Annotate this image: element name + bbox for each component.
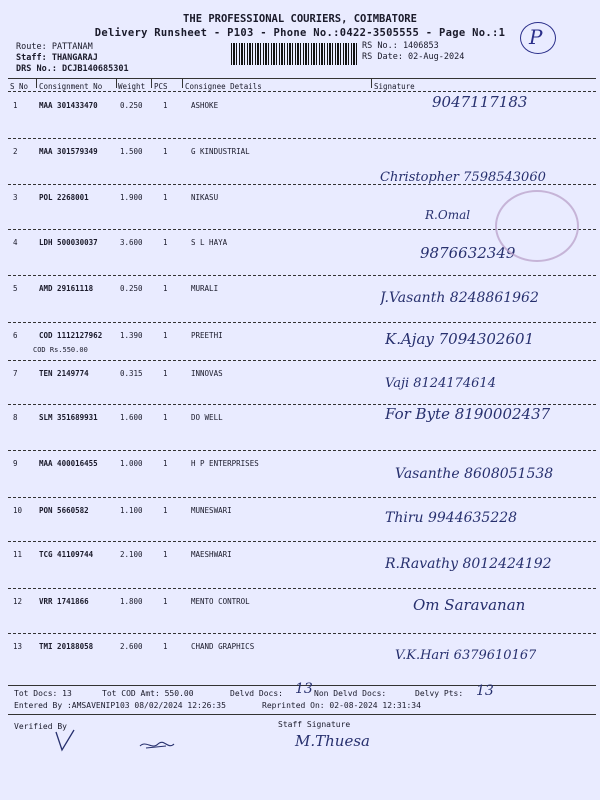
handwritten-signature: R.Omal: [425, 208, 471, 222]
handwritten-signature: Vasanthe 8608051538: [395, 466, 554, 482]
verified-by: Verified By: [14, 722, 67, 731]
route-label: Route: PATTANAM: [16, 42, 93, 52]
cell-consignee: PREETHI: [191, 331, 223, 340]
cell-sno: 1: [13, 101, 18, 110]
handwritten-signature: 9047117183: [432, 93, 528, 111]
cell-weight: 0.315: [120, 369, 143, 378]
staff-label: Staff: THANGARAJ: [16, 53, 98, 63]
cell-weight: 1.800: [120, 597, 143, 606]
cell-sno: 5: [13, 284, 18, 293]
barcode: [231, 43, 357, 65]
handwritten-signature: Thiru 9944635228: [385, 510, 518, 526]
handwritten-signature: Om Saravanan: [413, 596, 526, 614]
cell-consignee: CHAND GRAPHICS: [191, 642, 255, 651]
cell-consignee: NIKASU: [191, 193, 219, 202]
cell-consignee: ASHOKE: [191, 101, 219, 110]
handwritten-signature: For Byte 8190002437: [385, 405, 551, 423]
cell-consignee: S L HAYA: [191, 238, 228, 247]
delvd-docs: Delvd Docs:: [230, 689, 283, 698]
runsheet-subtitle: Delivery Runsheet - P103 - Phone No.:0422-3505555 - Page No.:1: [94, 27, 506, 39]
cell-sno: 13: [13, 642, 23, 651]
cell-consignment: PON 5660582: [39, 506, 89, 515]
verifier-signature: [48, 726, 188, 766]
cell-consignee: MENTO CONTROL: [191, 597, 250, 606]
rs-date: RS Date: 02-Aug-2024: [362, 52, 465, 62]
cell-sno: 3: [13, 193, 18, 202]
cell-pcs: 1: [163, 193, 168, 202]
staff-signature-label: Staff Signature: [278, 720, 351, 729]
cell-sno: 4: [13, 238, 18, 247]
rs-no: RS No.: 1406853: [362, 41, 439, 51]
cell-consignment: TCG 41109744: [39, 550, 94, 559]
cod-note: COD Rs.550.00: [33, 346, 88, 354]
handwritten-signature: Christopher 7598543060: [380, 170, 546, 185]
cell-pcs: 1: [163, 459, 168, 468]
handwritten-signature: K.Ajay 7094302601: [385, 330, 535, 348]
cell-sno: 12: [13, 597, 23, 606]
cell-pcs: 1: [163, 642, 168, 651]
cell-consignment: SLM 351689931: [39, 413, 98, 422]
cell-weight: 2.600: [120, 642, 143, 651]
cell-weight: 0.250: [120, 284, 143, 293]
cell-consignee: INNOVAS: [191, 369, 223, 378]
handwritten-signature: V.K.Hari 6379610167: [395, 648, 537, 663]
tot-docs: Tot Docs: 13: [14, 689, 72, 698]
circled-p-mark: P: [520, 22, 556, 54]
cell-consignment: VRR 1741866: [39, 597, 89, 606]
col-consignment: Consignment No: [39, 82, 103, 91]
cell-weight: 3.600: [120, 238, 143, 247]
drs-label: DRS No.: DCJB140685301: [16, 64, 129, 74]
delvy-pts-hand: 13: [476, 683, 494, 699]
cell-consignee: MURALI: [191, 284, 219, 293]
col-consignee: Consignee Details: [185, 82, 262, 91]
col-signature: Signature: [374, 82, 415, 91]
cell-weight: 1.900: [120, 193, 143, 202]
cell-consignment: MAA 301579349: [39, 147, 98, 156]
cell-consignee: DO WELL: [191, 413, 223, 422]
cell-consignee: MUNESWARI: [191, 506, 232, 515]
cell-consignment: COD 1112127962: [39, 331, 103, 340]
cell-consignment: POL 2268001: [39, 193, 89, 202]
cell-pcs: 1: [163, 331, 168, 340]
cell-sno: 8: [13, 413, 18, 422]
office-stamp: [495, 190, 579, 262]
handwritten-signature: 9876632349: [420, 244, 516, 262]
cell-weight: 1.500: [120, 147, 143, 156]
company-title: THE PROFESSIONAL COURIERS, COIMBATORE: [183, 13, 417, 25]
col-pcs: PCS: [154, 82, 168, 91]
cell-consignment: MAA 301433470: [39, 101, 98, 110]
cell-sno: 11: [13, 550, 23, 559]
cell-pcs: 1: [163, 413, 168, 422]
col-sno: S No: [10, 82, 29, 91]
cell-consignee: G KINDUSTRIAL: [191, 147, 250, 156]
cell-weight: 1.000: [120, 459, 143, 468]
cell-consignment: LDH 500030037: [39, 238, 98, 247]
cell-pcs: 1: [163, 284, 168, 293]
cell-consignment: AMD 29161118: [39, 284, 94, 293]
reprinted-on: Reprinted On: 02-08-2024 12:31:34: [262, 701, 421, 710]
col-weight: Weight: [118, 82, 146, 91]
cell-pcs: 1: [163, 147, 168, 156]
cell-weight: 1.600: [120, 413, 143, 422]
cell-pcs: 1: [163, 550, 168, 559]
cell-pcs: 1: [163, 101, 168, 110]
delvd-docs-hand: 13: [295, 681, 313, 697]
cell-pcs: 1: [163, 238, 168, 247]
cell-consignment: TEN 2149774: [39, 369, 89, 378]
cell-sno: 10: [13, 506, 23, 515]
cell-sno: 9: [13, 459, 18, 468]
non-delvd-docs: Non Delvd Docs:: [314, 689, 387, 698]
cell-consignment: TMI 20188058: [39, 642, 94, 651]
cell-pcs: 1: [163, 506, 168, 515]
cell-sno: 6: [13, 331, 18, 340]
cell-pcs: 1: [163, 369, 168, 378]
cell-weight: 1.100: [120, 506, 143, 515]
tot-cod-amt: Tot COD Amt: 550.00: [102, 689, 194, 698]
cell-consignee: H P ENTERPRISES: [191, 459, 259, 468]
handwritten-signature: J.Vasanth 8248861962: [380, 290, 539, 306]
delvy-pts: Delvy Pts:: [415, 689, 464, 698]
entered-by: Entered By :AMSAVENIP103 08/02/2024 12:26:35: [14, 701, 226, 710]
cell-sno: 2: [13, 147, 18, 156]
staff-signature-hand: M.Thuesa: [295, 732, 370, 750]
cell-consignee: MAESHWARI: [191, 550, 232, 559]
cell-weight: 0.250: [120, 101, 143, 110]
cell-weight: 2.100: [120, 550, 143, 559]
cell-consignment: MAA 400016455: [39, 459, 98, 468]
handwritten-signature: Vaji 8124174614: [385, 376, 496, 391]
cell-sno: 7: [13, 369, 18, 378]
cell-pcs: 1: [163, 597, 168, 606]
cell-weight: 1.390: [120, 331, 143, 340]
handwritten-signature: R.Ravathy 8012424192: [385, 556, 552, 572]
